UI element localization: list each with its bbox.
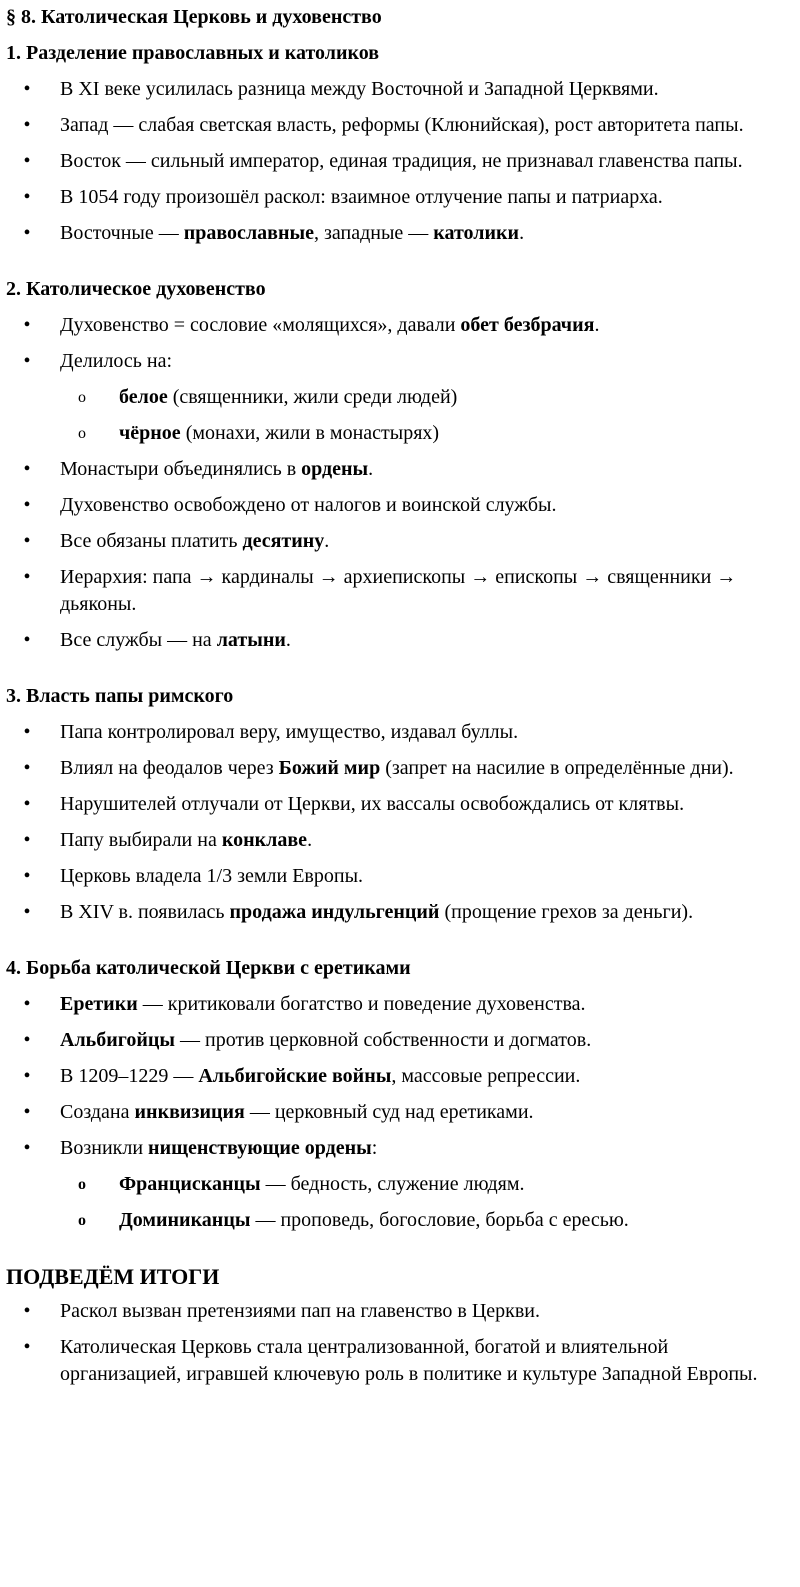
- text-run: В XIV в. появилась: [60, 901, 230, 923]
- text-run: .: [285, 629, 291, 651]
- text-run: .: [368, 458, 374, 480]
- circle-bullet-icon: o: [78, 425, 86, 442]
- list-item-text: [60, 150, 743, 172]
- list-item-text: [60, 757, 734, 779]
- list-item-text: [60, 993, 586, 1015]
- bold-term: православные: [183, 222, 314, 244]
- text-run: Все обязаны платить: [60, 530, 243, 552]
- list-item-text: [60, 222, 524, 244]
- bullet-list: [6, 719, 794, 926]
- list-item: [6, 863, 794, 890]
- bold-term: конклаве: [221, 829, 308, 851]
- section-4: [6, 955, 794, 1234]
- sections-container: [6, 40, 794, 1234]
- text-run: (запрет на насилие в определённые дни).: [380, 757, 734, 779]
- text-run: Монастыри объединялись в: [60, 458, 302, 480]
- bullet-icon: •: [23, 186, 31, 208]
- list-item: [6, 528, 794, 555]
- bullet-icon: •: [23, 829, 31, 851]
- text-run: Духовенство освобождено от налогов и воинской службы.: [60, 494, 557, 516]
- bullet-icon: •: [23, 721, 31, 743]
- bullet-icon: •: [23, 1336, 31, 1358]
- list-item-text: [60, 530, 329, 552]
- sub-list-item-text: [119, 422, 439, 444]
- text-run: В XI веке усилилась разница между Восточной и Западной Церквями.: [60, 78, 659, 100]
- section-1: [6, 40, 794, 247]
- bullet-icon: •: [23, 150, 31, 172]
- section-3: [6, 683, 794, 926]
- bold-term: Альбигойцы: [60, 1029, 176, 1051]
- text-run: Церковь владела 1/3 земли Европы.: [60, 865, 364, 887]
- list-item: [6, 1135, 794, 1234]
- bullet-icon: •: [23, 494, 31, 516]
- sub-list-item-text: [119, 386, 457, 408]
- bold-term: католики: [433, 222, 520, 244]
- list-item-text: [60, 865, 363, 887]
- list-item: [6, 827, 794, 854]
- list-item: [6, 112, 794, 139]
- text-run: , западные —: [313, 222, 434, 244]
- bullet-list: [6, 312, 794, 654]
- bold-term: продажа индульгенций: [229, 901, 440, 923]
- bold-term: обет безбрачия: [460, 314, 595, 336]
- text-run: (прощение грехов за деньги).: [439, 901, 694, 923]
- list-item: [6, 220, 794, 247]
- sub-list-item: [60, 384, 794, 411]
- list-item-text: [60, 793, 684, 815]
- text-run: Раскол вызван претензиями пап на главенство в Церкви.: [60, 1300, 540, 1322]
- sub-list-item: [60, 420, 794, 447]
- bold-term: Божий мир: [278, 757, 381, 779]
- bullet-icon: •: [23, 1137, 31, 1159]
- bullet-icon: •: [23, 757, 31, 779]
- bullet-icon: •: [23, 222, 31, 244]
- text-run: В 1054 году произошёл раскол: взаимное отлучение папы и патриарха.: [60, 186, 663, 208]
- text-run: (монахи, жили в монастырях): [180, 422, 440, 444]
- bold-term: десятину: [242, 530, 325, 552]
- sub-list-item-text: [119, 1173, 525, 1195]
- text-run: Делилось на:: [60, 350, 173, 372]
- bullet-icon: •: [23, 566, 31, 588]
- bullet-icon: •: [23, 1029, 31, 1051]
- section-heading: 4. Борьба католической Церкви с еретиками: [6, 957, 411, 979]
- bullet-icon: •: [23, 1065, 31, 1087]
- text-run: Восток — сильный император, единая традиция, не признавал главенства папы.: [60, 150, 743, 172]
- circle-bullet-icon: o: [78, 1212, 86, 1229]
- bold-term: латыни: [216, 629, 286, 651]
- text-run: Нарушителей отлучали от Церкви, их вассалы освобождались от клятвы.: [60, 793, 685, 815]
- bullet-list: [6, 76, 794, 247]
- list-item: [6, 1298, 794, 1325]
- text-run: Возникли: [60, 1137, 149, 1159]
- section-heading: 2. Католическое духовенство: [6, 278, 266, 300]
- section-heading: 1. Разделение православных и католиков: [6, 42, 380, 64]
- list-item: [6, 184, 794, 211]
- list-item-text: [60, 1137, 377, 1159]
- bullet-icon: •: [23, 793, 31, 815]
- list-item-text: [60, 1300, 540, 1322]
- text-run: .: [324, 530, 330, 552]
- circle-bullet-icon: o: [78, 1176, 86, 1193]
- text-run: Папу выбирали на: [60, 829, 222, 851]
- bullet-icon: •: [23, 314, 31, 336]
- list-item-text: [60, 1065, 580, 1087]
- list-item: [6, 492, 794, 519]
- text-run: Восточные —: [60, 222, 184, 244]
- sub-list-item: [60, 1171, 794, 1198]
- list-item: [6, 791, 794, 818]
- list-item-text: [60, 1029, 591, 1051]
- list-item: [6, 755, 794, 782]
- bold-term: Францисканцы: [119, 1173, 261, 1195]
- bold-term: ордены: [301, 458, 369, 480]
- bullet-icon: •: [23, 901, 31, 923]
- list-item: [6, 1027, 794, 1054]
- page-title: § 8. Католическая Церковь и духовенство: [6, 6, 382, 28]
- text-run: .: [594, 314, 600, 336]
- list-item: [6, 991, 794, 1018]
- bold-term: белое: [119, 386, 168, 408]
- list-item-text: [60, 186, 663, 208]
- list-item-text: [60, 494, 556, 516]
- summary-heading: ПОДВЕДЁМ ИТОГИ: [6, 1264, 220, 1289]
- text-run: Католическая Церковь стала централизованной, богатой и влиятельной организацией, игравшей ключевую роль в политике и культуре Западной Европы.: [60, 1336, 758, 1385]
- list-item: [6, 899, 794, 926]
- bullet-list: [6, 991, 794, 1234]
- list-item: [6, 564, 794, 618]
- section-2: [6, 276, 794, 654]
- text-run: .: [307, 829, 313, 851]
- text-run: , массовые репрессии.: [391, 1065, 581, 1087]
- list-item-text: [60, 629, 291, 651]
- circle-bullet-icon: o: [78, 389, 86, 406]
- list-item: [6, 456, 794, 483]
- list-item-text: [60, 1101, 534, 1123]
- bullet-icon: •: [23, 350, 31, 372]
- bold-term: Еретики: [60, 993, 138, 1015]
- list-item-text: [60, 314, 599, 336]
- text-run: Влиял на феодалов через: [60, 757, 279, 779]
- text-run: — бедность, служение людям.: [260, 1173, 525, 1195]
- list-item: [6, 1334, 794, 1388]
- text-run: Духовенство = сословие «молящихся», давали: [60, 314, 461, 336]
- text-run: (священники, жили среди людей): [167, 386, 458, 408]
- list-item-text: [60, 901, 693, 923]
- list-item: [6, 1099, 794, 1126]
- list-item: [6, 348, 794, 447]
- list-item-text: [60, 350, 172, 372]
- list-item-text: [60, 458, 373, 480]
- list-item-text: [60, 829, 312, 851]
- section-heading: 3. Власть папы римского: [6, 685, 234, 707]
- bullet-icon: •: [23, 78, 31, 100]
- list-item: [6, 148, 794, 175]
- text-run: .: [519, 222, 525, 244]
- text-run: Создана: [60, 1101, 135, 1123]
- sub-list-item-text: [119, 1209, 629, 1231]
- text-run: — против церковной собственности и догматов.: [175, 1029, 592, 1051]
- sub-list-item: [60, 1207, 794, 1234]
- text-run: — церковный суд над еретиками.: [244, 1101, 534, 1123]
- bullet-icon: •: [23, 993, 31, 1015]
- text-run: Иерархия: папа → кардиналы → архиепископы → епископы → священники → дьяконы.: [60, 566, 737, 615]
- list-item: [6, 76, 794, 103]
- bold-term: Альбигойские войны: [198, 1065, 392, 1087]
- bullet-icon: •: [23, 1101, 31, 1123]
- bold-term: чёрное: [119, 422, 181, 444]
- sub-list: [60, 384, 794, 447]
- list-item: [6, 312, 794, 339]
- summary-list: [6, 1298, 794, 1388]
- bold-term: инквизиция: [134, 1101, 245, 1123]
- bullet-icon: •: [23, 1300, 31, 1322]
- text-run: Запад — слабая светская власть, реформы (Клюнийская), рост авторитета папы.: [60, 114, 744, 136]
- list-item: [6, 1063, 794, 1090]
- text-run: В 1209–1229 —: [60, 1065, 199, 1087]
- list-item: [6, 627, 794, 654]
- bold-term: нищенствующие ордены: [148, 1137, 372, 1159]
- list-item-text: [60, 1336, 757, 1385]
- list-item: [6, 719, 794, 746]
- text-run: — критиковали богатство и поведение духовенства.: [137, 993, 586, 1015]
- list-item-text: [60, 114, 744, 136]
- bullet-icon: •: [23, 629, 31, 651]
- bullet-icon: •: [23, 458, 31, 480]
- list-item-text: [60, 721, 518, 743]
- sub-list: [60, 1171, 794, 1234]
- list-item-text: [60, 566, 736, 615]
- summary-section: [6, 1263, 794, 1388]
- bold-term: Доминиканцы: [119, 1209, 251, 1231]
- list-item-text: [60, 78, 659, 100]
- text-run: — проповедь, богословие, борьба с ересью.: [250, 1209, 629, 1231]
- bullet-icon: •: [23, 530, 31, 552]
- text-run: :: [371, 1137, 378, 1159]
- bullet-icon: •: [23, 114, 31, 136]
- bullet-icon: •: [23, 865, 31, 887]
- text-run: Все службы — на: [60, 629, 217, 651]
- text-run: Папа контролировал веру, имущество, издавал буллы.: [60, 721, 519, 743]
